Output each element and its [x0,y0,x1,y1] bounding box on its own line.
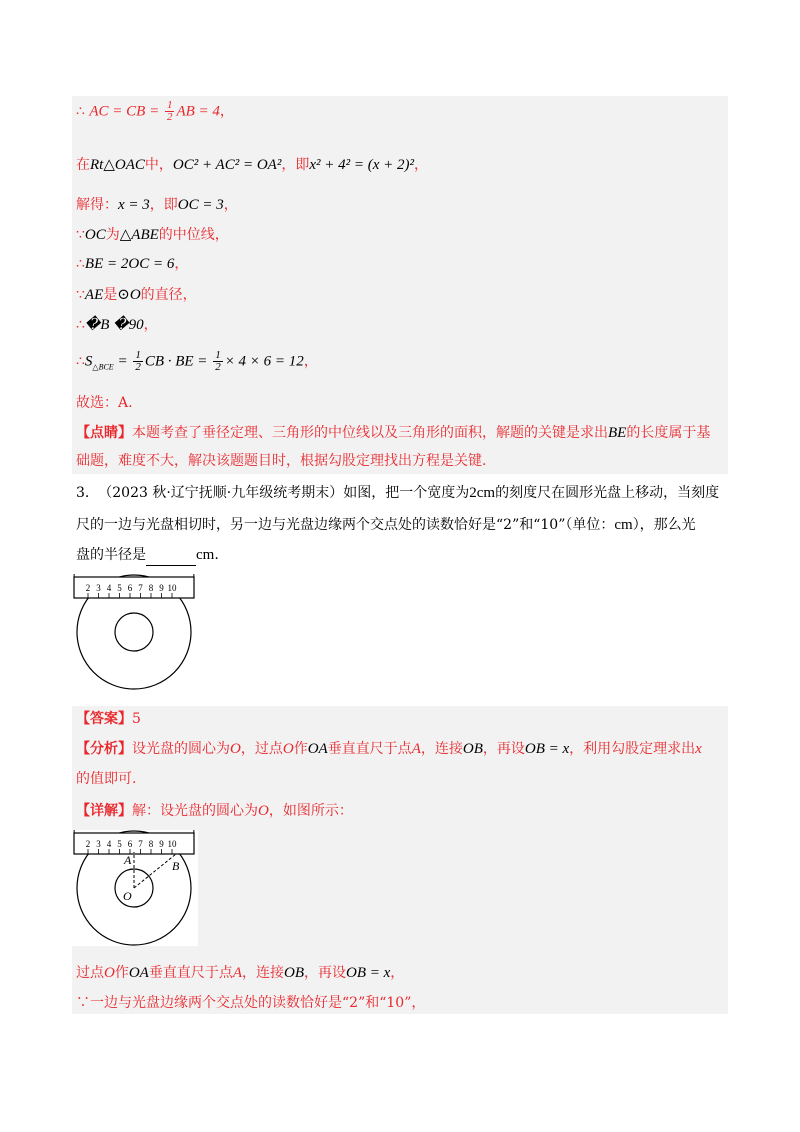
ruler-label: 3 [96,583,101,593]
solution-bottom-line-2: ∵一边与光盘边缘两个交点处的读数恰好是“2”和“10”， [76,995,426,1011]
ruler-label: 3 [96,839,101,849]
solution-line-4: ∵OC为△ABE的中位线， [76,227,229,243]
ruler-label: 9 [159,583,164,593]
solution-line-7: ∴�B �90， [76,317,158,333]
question-line-1: 3. （2023 秋·辽宁抚顺·九年级统考期末）如图，把一个宽度为2cm的刻度尺在圆形光盘上移动，当刻度 [76,485,720,501]
fraction: $\frac{1}{2}$ [135,349,141,373]
analysis-line-1: 【分析】设光盘的圆心为O，过点O作OA垂直直尺于点A，连接OB，再设OB = x，利用勾股定理求出x [76,741,702,757]
solution-line-8: $\therefore S_{\triangle BCE}$ = $\frac{1}{2}$ CB · BE = $\frac{1}{2}$ × 4 × 6 = 12， [76,349,318,373]
ruler-label: 10 [167,839,177,849]
figure-disc-ruler-labeled [72,830,198,946]
ruler-label: 6 [127,583,133,593]
ruler-label: 7 [138,839,143,849]
ruler-label: 8 [148,839,154,849]
label-point-O: O [123,889,132,903]
solution-bottom-line-1: 过点O作OA垂直直尺于点A，连接OB，再设OB = x， [76,965,405,981]
fraction: $\frac{1}{2}$ [166,99,173,123]
ruler-label: 9 [159,839,164,849]
label-point-B: B [172,859,180,873]
ruler-label: 6 [127,839,133,849]
ruler-label: 2 [85,583,91,593]
answer-blank [146,551,196,566]
solution-line-2: 在Rt△OAC中，OC² + AC² = OA²，即x² + 4² = (x + 2)²， [76,157,429,173]
ruler-label: 10 [167,583,177,593]
figure-disc-ruler [72,574,198,690]
ruler-label: 4 [106,583,112,593]
solution-line-5: ∴BE = 2OC = 6， [76,256,189,272]
ruler-label: 2 [85,839,91,849]
question-line-2: 尺的一边与光盘相切时，另一边与光盘边缘两个交点处的读数恰好是“2”和“10”（单位：cm），那么光 [76,517,696,533]
ruler-label: 4 [106,839,112,849]
fraction: $\frac{1}{2}$ [215,349,221,373]
ruler-label: 5 [117,839,122,849]
solution-line-9: 故选：A. [76,395,133,411]
ruler-label: 8 [148,583,154,593]
question-line-3: 盘的半径是 cm. [76,544,219,566]
comment-line-2: 础题，难度不大，解决该题题目时，根据勾股定理找出方程是关键. [76,453,487,469]
answer-line: 【答案】5 [76,711,141,727]
analysis-line-2: 的值即可. [76,771,137,787]
detail-line: 【详解】解：设光盘的圆心为O，如图所示： [76,803,353,819]
inner-circle [115,613,153,651]
label-point-A: A [124,853,132,867]
solution-line-3: 解得：x = 3，即OC = 3， [76,197,238,213]
solution-line-1: ∴ AC = CB = $\frac{1}{2}$ AB = 4， [76,99,234,123]
ruler-label: 7 [138,583,143,593]
ruler-label: 5 [117,583,122,593]
comment-line-1: 【点睛】本题考查了垂径定理、三角形的中位线以及三角形的面积，解题的关键是求出BE的长度属于基 [76,425,711,441]
solution-line-6: ∵AE是⊙O的直径， [76,287,197,303]
